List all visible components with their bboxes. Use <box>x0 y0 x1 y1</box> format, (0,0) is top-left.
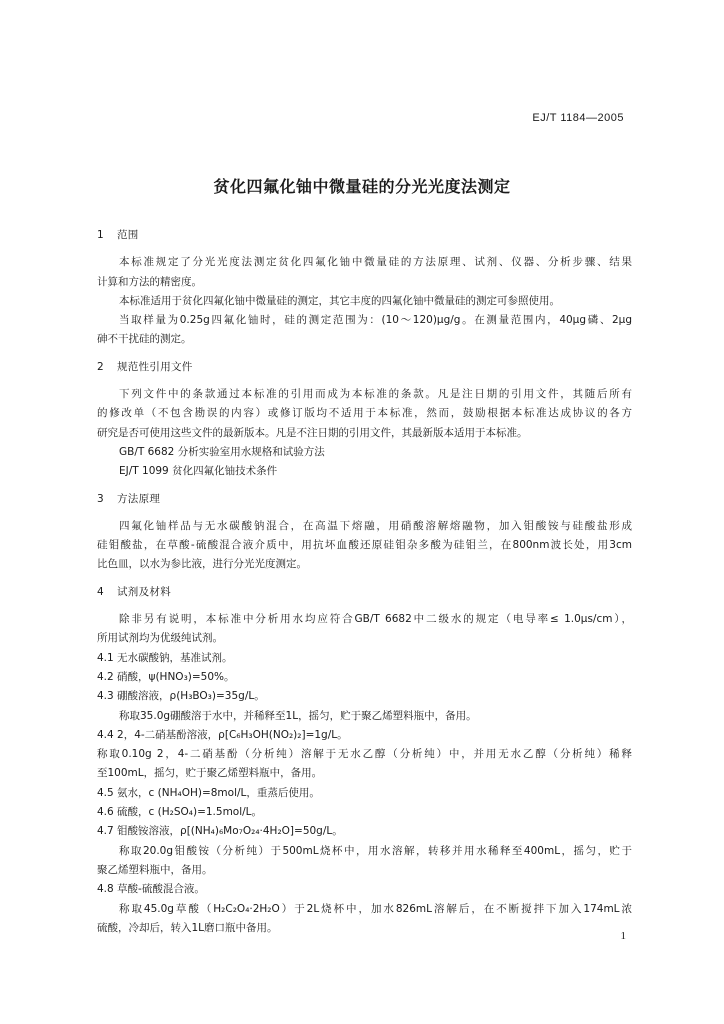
reagent-item: 4.2 硝酸，ψ(HNO₃)=50%。 <box>97 670 235 683</box>
reference-item: GB/T 6682 分析实验室用水规格和试验方法 <box>119 445 325 458</box>
reagent-description: 硫酸，冷却后，转入1L磨口瓶中备用。 <box>97 921 278 934</box>
section-3-heading <box>97 490 632 509</box>
paragraph-line: 硅钼酸盐，在草酸-硫酸混合液介质中，用抗坏血酸还原硅钼杂多酸为硅钼兰，在800nm波长处，用3cm <box>97 539 632 552</box>
page-number: 1 <box>620 930 626 942</box>
section-number: 4 <box>97 585 104 598</box>
reagent-item: 4.6 硫酸，c (H₂SO₄)=1.5mol/L。 <box>97 806 263 819</box>
reagent-description: 至100mL，摇匀，贮于聚乙烯塑料瓶中，备用。 <box>97 767 323 780</box>
paragraph-line: 所用试剂均为优级纯试剂。 <box>97 632 223 645</box>
paragraph-line: 本标准规定了分光光度法测定贫化四氟化铀中微量硅的方法原理、试剂、仪器、分析步骤、结果 <box>119 256 632 269</box>
paragraph-line: 除非另有说明，本标准中分析用水均应符合GB/T 6682中二级水的规定（电导率≤ 1.0μs/cm）， <box>119 613 632 626</box>
reagent-description: 称取35.0g硼酸溶于水中，并稀释至1L，摇匀，贮于聚乙烯塑料瓶中，备用。 <box>119 709 477 722</box>
paragraph-line: 四氟化铀样品与无水碳酸钠混合，在高温下熔融，用硝酸溶解熔融物，加入钼酸铵与硅酸盐形成 <box>119 519 632 532</box>
paragraph-line: 研究是否可使用这些文件的最新版本。凡是不注日期的引用文件，其最新版本适用于本标准。 <box>97 426 528 439</box>
section-title: 规范性引用文件 <box>117 360 193 373</box>
reagent-description: 称取45.0g草酸（H₂C₂O₄·2H₂O）于2L烧杯中，加水826mL溶解后，在不断搅拌下加入174mL浓 <box>119 902 632 915</box>
section-4-heading <box>97 583 632 602</box>
paragraph-line: 本标准适用于贫化四氟化铀中微量硅的测定，其它丰度的四氟化铀中微量硅的测定可参照使用。 <box>119 294 560 307</box>
paragraph-line: 计算和方法的精密度。 <box>97 275 202 288</box>
reagent-description: 称取0.10g 2，4-二硝基酚（分析纯）溶解于无水乙醇（分析纯）中，并用无水乙醇（分析纯）稀释 <box>97 748 632 761</box>
section-title: 范围 <box>117 229 139 241</box>
reagent-item: 4.3 硼酸溶液，ρ(H₃BO₃)=35g/L。 <box>97 690 265 703</box>
paragraph-line: 的修改单（不包含勘误的内容）或修订版均不适用于本标准，然而，鼓励根据本标准达成协议的各方 <box>97 407 632 420</box>
reagent-item: 4.1 无水碳酸钠，基准试剂。 <box>97 651 233 664</box>
section-1-heading <box>97 226 632 245</box>
section-number: 1 <box>97 229 104 241</box>
document-body <box>97 226 632 938</box>
reagent-item: 4.8 草酸-硫酸混合液。 <box>97 883 205 896</box>
document-title: 贫化四氟化铀中微量硅的分光光度法测定 <box>213 177 511 196</box>
reagent-item: 4.7 钼酸铵溶液，ρ[(NH₄)₆Mo₇O₂₄·4H₂O]=50g/L。 <box>97 825 343 838</box>
standard-code: EJ/T 1184—2005 <box>532 112 624 124</box>
section-number: 2 <box>97 360 104 373</box>
reagent-item: 4.5 氨水，c (NH₄OH)=8mol/L，重蒸后使用。 <box>97 786 320 799</box>
reference-item: EJ/T 1099 贫化四氟化铀技术条件 <box>119 465 278 478</box>
section-2-heading <box>97 358 632 377</box>
paragraph-line: 当取样量为0.25g四氟化铀时，硅的测定范围为：(10～120)μg/g。在测量范围内，40μg磷、2μg <box>119 314 632 327</box>
reagent-item: 4.4 2，4-二硝基酚溶液，ρ[C₆H₃OH(NO₂)₂]=1g/L。 <box>97 728 348 741</box>
section-title: 试剂及材料 <box>117 585 171 598</box>
paragraph-line: 比色皿，以水为参比液，进行分光光度测定。 <box>97 558 307 571</box>
reagent-description: 称取20.0g钼酸铵（分析纯）于500mL烧杯中，用水溶解，转移并用水稀释至400mL，摇匀，贮于 <box>119 844 632 857</box>
reagent-description: 聚乙烯塑料瓶中，备用。 <box>97 863 213 876</box>
paragraph-line: 下列文件中的条款通过本标准的引用而成为本标准的条款。凡是注日期的引用文件，其随后所有 <box>119 388 632 401</box>
paragraph-line: 砷不干扰硅的测定。 <box>97 333 192 346</box>
section-title: 方法原理 <box>117 492 161 505</box>
section-number: 3 <box>97 492 104 505</box>
